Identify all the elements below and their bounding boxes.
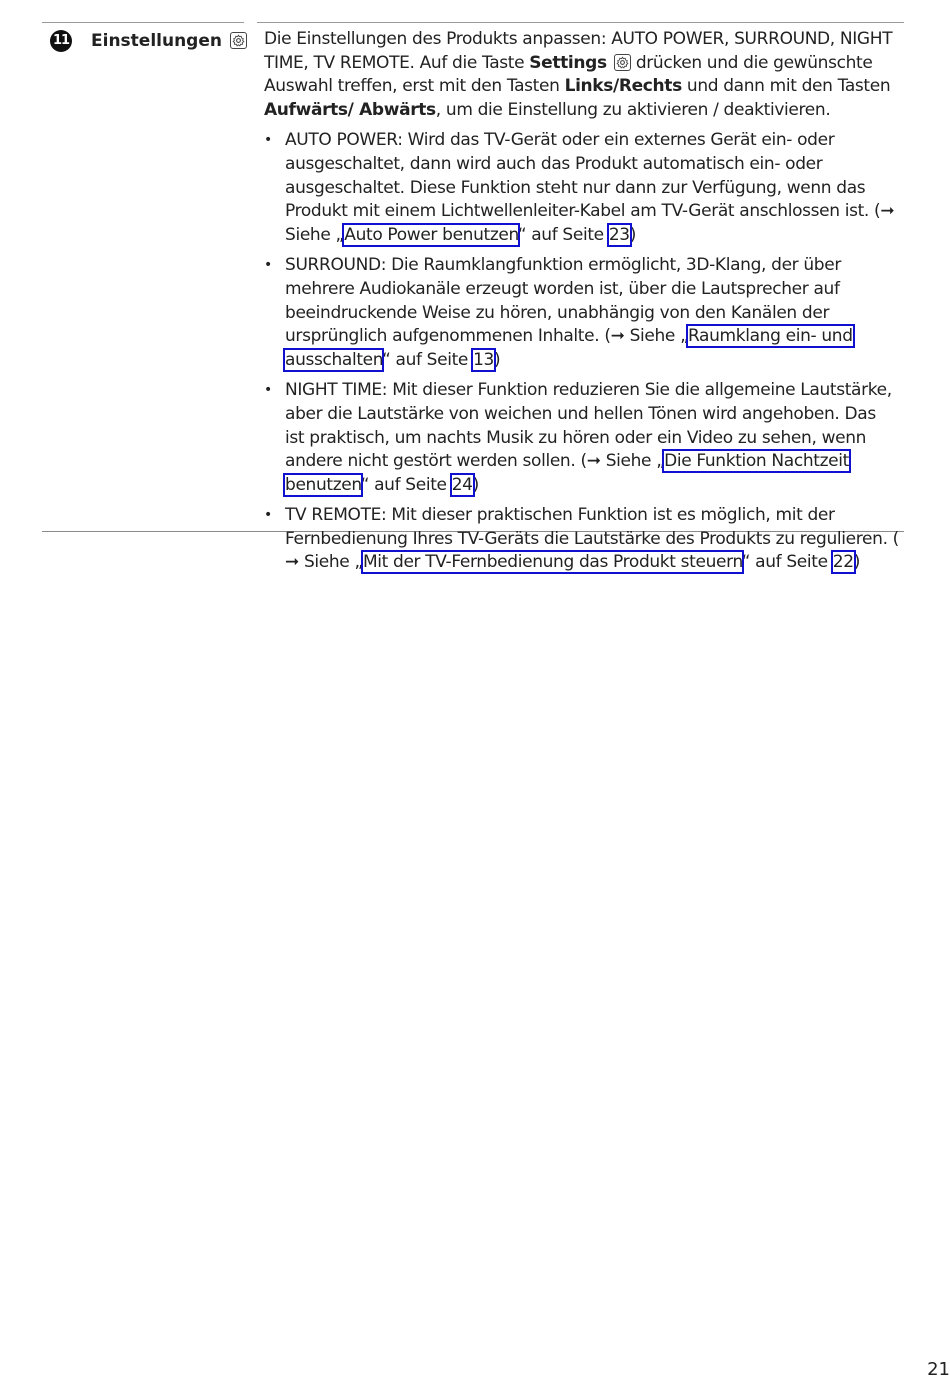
gear-icon: [614, 54, 631, 71]
link-auto-power[interactable]: Auto Power benutzen: [344, 224, 518, 245]
intro-text-2: drücken und die gewünschte Auswahl treffen, erst mit den Tasten: [264, 52, 873, 97]
see-text: Siehe „: [285, 224, 345, 245]
arrow-right-icon: ➞: [586, 451, 601, 472]
settings-key-label: Settings: [529, 52, 607, 73]
item-label-text: Einstellungen: [91, 31, 222, 51]
closing-paren: ): [494, 349, 501, 370]
bullet-marker: •: [264, 382, 272, 399]
bullet-text: AUTO POWER: Wird das TV-Gerät oder ein externes Gerät ein- oder ausgeschaltet, dann wird auch das Produkt automatisch ein- oder ausgeschaltet. Diese Funktion steht nur dann zur Verfügung, wenn das Produkt mit einem Lichtwellenleiter-Kabel am TV-Gerät anschlossen ist. (: [285, 130, 881, 222]
up-down-keys-label: Aufwärts/ Abwärts: [264, 99, 436, 120]
gear-icon: [230, 32, 247, 49]
link-page-13[interactable]: 13: [473, 349, 495, 370]
intro-paragraph: [264, 28, 900, 122]
link-tv-remote[interactable]: Mit der TV-Fernbedienung das Produkt steuern: [362, 552, 742, 573]
link-page-23[interactable]: 23: [608, 224, 630, 245]
left-right-keys-label: Links/Rechts: [564, 76, 682, 97]
see-text: Siehe „: [624, 326, 688, 347]
link-page-22[interactable]: 22: [832, 552, 854, 573]
intro-text-1: Die Einstellungen des Produkts anpassen: AUTO POWER, SURROUND, NIGHT TIME, TV REMOTE. Auf die Taste: [264, 29, 893, 73]
link-page-24[interactable]: 24: [451, 474, 473, 495]
settings-bullet-list: [264, 129, 900, 575]
list-item-tv-remote: [264, 504, 900, 575]
list-item-night-time: [264, 379, 900, 497]
page-ref-text: “ auf Seite: [381, 349, 474, 370]
page-ref-text: “ auf Seite: [741, 552, 833, 573]
page-ref-text: “ auf Seite: [360, 474, 452, 495]
page-ref-text: “ auf Seite: [517, 224, 609, 245]
bullet-marker: •: [264, 507, 272, 524]
see-text: Siehe „: [298, 552, 363, 573]
intro-text-4: , um die Einstellung zu aktivieren / deaktivieren.: [435, 99, 831, 120]
item-label: [91, 30, 247, 52]
arrow-right-icon: ➞: [610, 326, 625, 347]
item-description: [264, 28, 900, 582]
closing-paren: ): [853, 552, 860, 573]
bullet-text: SURROUND: Die Raumklangfunktion ermöglicht, 3D-Klang, der über mehrere Audiokanäle erzeugt worden ist, über die Lautsprecher auf beeindruckende Weise zu hören, unabhängig von den Kanälen der ursprünglich aufgenommenen Inhalte. (: [285, 255, 841, 347]
bullet-text: NIGHT TIME: Mit dieser Funktion reduzieren Sie die allgemeine Lautstärke, aber die Lautstärke von weichen und hellen Tönen wird angehoben. Das ist praktisch, um nachts Musik zu hören oder ein Video zu sehen, wenn andere nicht gestört werden sollen. (: [285, 380, 892, 472]
bullet-marker: •: [264, 257, 272, 274]
right-column-rule: [257, 22, 904, 23]
link-night-time[interactable]: Die Funktion Nachtzeit benutzen: [285, 451, 849, 495]
see-text: Siehe „: [600, 451, 665, 472]
closing-paren: ): [472, 474, 479, 495]
link-surround[interactable]: Raumklang ein- und ausschalten: [285, 326, 853, 370]
left-column-rule: [42, 22, 244, 23]
list-item-surround: [264, 254, 900, 372]
arrow-right-icon: ➞: [880, 201, 895, 222]
settings-table-row: [42, 22, 904, 573]
bullet-marker: •: [264, 132, 272, 149]
item-number-badge: 11: [50, 30, 72, 52]
intro-text-3: und dann mit den Tasten: [681, 76, 891, 97]
bullet-text: TV REMOTE: Mit dieser praktischen Funktion ist es möglich, mit der Fernbedienung Ihres TV-Geräts die Lautstärke des Produkts zu regulieren. (: [285, 505, 899, 549]
list-item-auto-power: [264, 129, 900, 247]
arrow-right-icon: ➞: [285, 552, 299, 573]
closing-paren: ): [629, 224, 637, 245]
page-number: 21: [927, 1359, 950, 1380]
